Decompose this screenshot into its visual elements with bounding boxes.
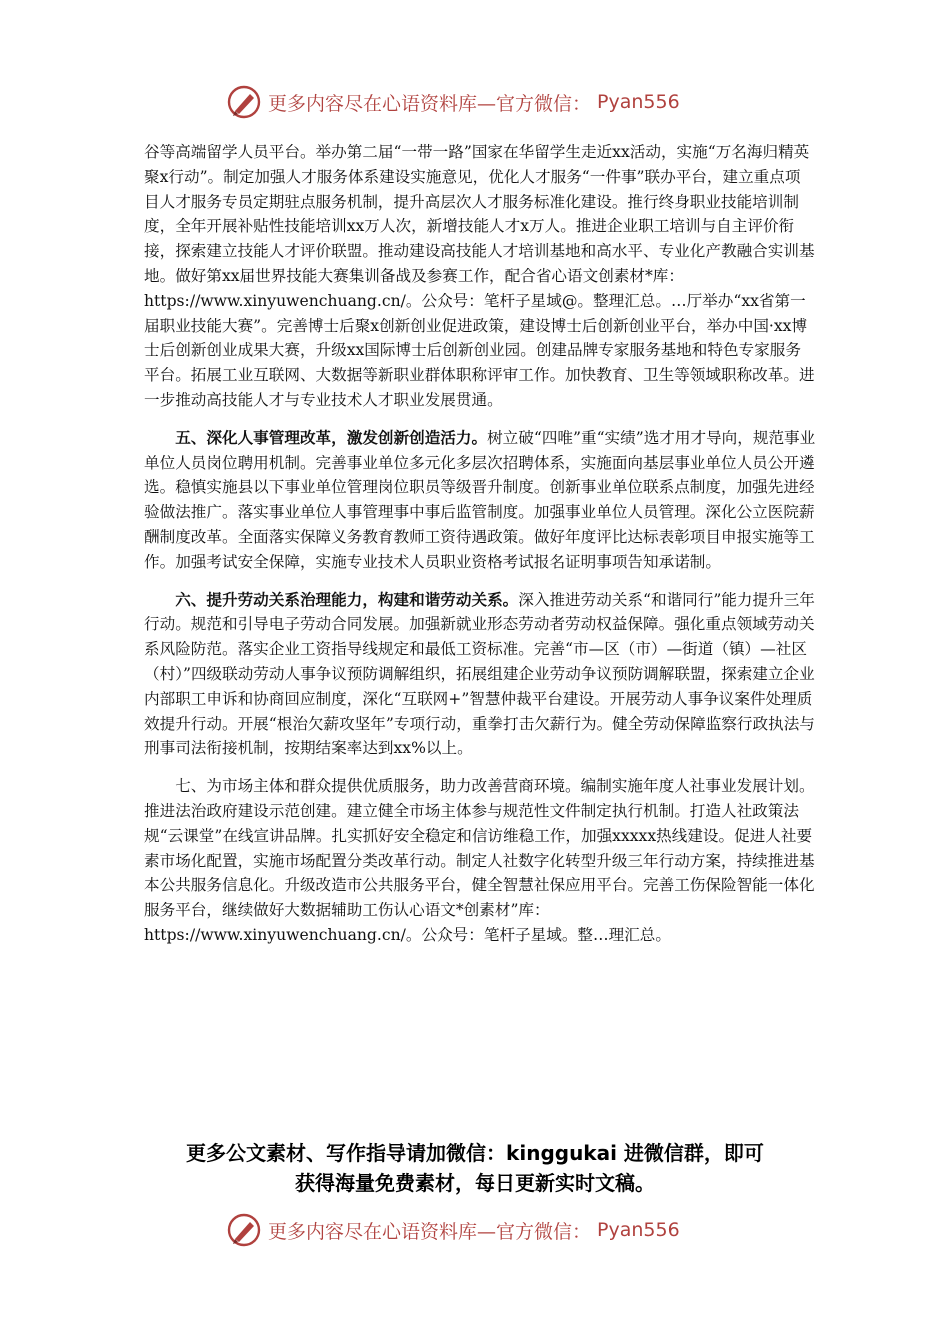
paragraph-2 — [144, 426, 816, 575]
pen-logo-icon — [226, 1212, 262, 1248]
paragraph-3 — [144, 588, 816, 762]
header-wechat-id: Pyan556 — [597, 91, 680, 113]
document-body — [144, 140, 816, 948]
header-banner-text: 更多内容尽在心语资料库—官方微信： — [268, 92, 592, 115]
paragraph-2-text: 树立破“四唯”重“实绩”选才用才导向，规范事业单位人员岗位聘用机制。完善事业单位多元化多层次招聘体系，实施面向基层事业单位人员公开遴选。稳慎实施县以下事业单位管理岗位职员等级晋升制度。创新事业单位联系点制度，加强先进经验做法推广。落实事业单位人事管理事中事后监管制度。加强事业单位人员管理。深化公立医院薪酬制度改革。全面落实保障义务教育教师工资待遇政策。做好年度评比达标表彰项目申报实施等工作。加强考试安全保障，实施专业技术人员职业资格考试报名证明事项告知承诺制。 — [144, 428, 816, 571]
footer-banner — [226, 1210, 746, 1250]
notice-line-2: 获得海量免费素材，每日更新实时文稿。 — [295, 1171, 655, 1195]
paragraph-4 — [144, 774, 816, 948]
section-5-heading: 五、深化人事管理改革，激发创新创造活力。 — [175, 427, 488, 447]
section-6-heading: 六、提升劳动关系治理能力，构建和谐劳动关系。 — [175, 589, 519, 609]
paragraph-1 — [144, 140, 816, 413]
paragraph-4-text: 七、为市场主体和群众提供优质服务，助力改善营商环境。编制实施年度人社事业发展计划。推进法治政府建设示范创建。建立健全市场主体参与规范性文件制定执行机制。打造人社政策法规“云课堂”在线宣讲品牌。扎实抓好安全稳定和信访维稳工作，加强xxxxx热线建设。促进人社要素市场化配置，实施市场配置分类改革行动。制定人社数字化转型升级三年行动方案，持续推进基本公共服务信息化。升级改造市公共服务平台，健全智慧社保应用平台。完善工伤保险智能一体化服务平台，继续做好大数据辅助工伤认心语文*创素材”库：https://www.xinyuwenchuang.cn/。公众号：笔杆子星域。整…理汇总。 — [144, 777, 815, 944]
notice-line-1: 更多公文素材、写作指导请加微信：kinggukai 进微信群，即可 — [186, 1141, 764, 1165]
wechat-notice — [132, 1138, 818, 1198]
footer-banner-text: 更多内容尽在心语资料库—官方微信： — [268, 1220, 592, 1243]
paragraph-3-text: 深入推进劳动关系“和谐同行”能力提升三年行动。规范和引导电子劳动合同发展。加强新就业形态劳动者劳动权益保障。强化重点领域劳动关系风险防范。落实企业工资指导线规定和最低工资标准。完善“市—区（市）—街道（镇）—社区（村）”四级联动劳动人事争议预防调解组织，拓展组建企业劳动争议预防调解联盟，探索建立企业内部职工申诉和协商回应制度，深化“互联网+”智慧仲裁平台建设。开展劳动人事争议案件处理质效提升行动。开展“根治欠薪攻坚年”专项行动，重拳打击欠薪行为。健全劳动保障监察行政执法与刑事司法衔接机制，按期结案率达到xx%以上。 — [144, 590, 815, 758]
pen-logo-icon — [226, 84, 262, 120]
header-banner — [226, 82, 746, 122]
footer-wechat-id: Pyan556 — [597, 1219, 680, 1241]
paragraph-1-text: 谷等高端留学人员平台。举办第二届“一带一路”国家在华留学生走近xx活动，实施“万名海归精英聚x行动”。制定加强人才服务体系建设实施意见，优化人才服务“一件事”联办平台，建立重点项目人才服务专员定期驻点服务机制，提升高层次人才服务标准化建设。推行终身职业技能培训制度，全年开展补贴性技能培训xx万人次，新增技能人才x万人。推进企业职工培训与自主评价衔接，探索建立技能人才评价联盟。推动建设高技能人才培训基地和高水平、专业化产教融合实训基地。做好第xx届世界技能大赛集训备战及参赛工作，配合省心语文创素材*库：https://www.xinyuwenchuang.cn/。公众号：笔杆子星域@。整理汇总。…厅举办“xx省第一届职业技能大赛”。完善博士后聚x创新创业促进政策，建设博士后创新创业平台，举办中国·xx博士后创新创业成果大赛，升级xx国际博士后创新创业园。创建品牌专家服务基地和特色专家服务平台。拓展工业互联网、大数据等新职业群体职称评审工作。加快教育、卫生等领域职称改革。进一步推动高技能人才与专业技术人才职业发展贯通。 — [144, 143, 815, 409]
